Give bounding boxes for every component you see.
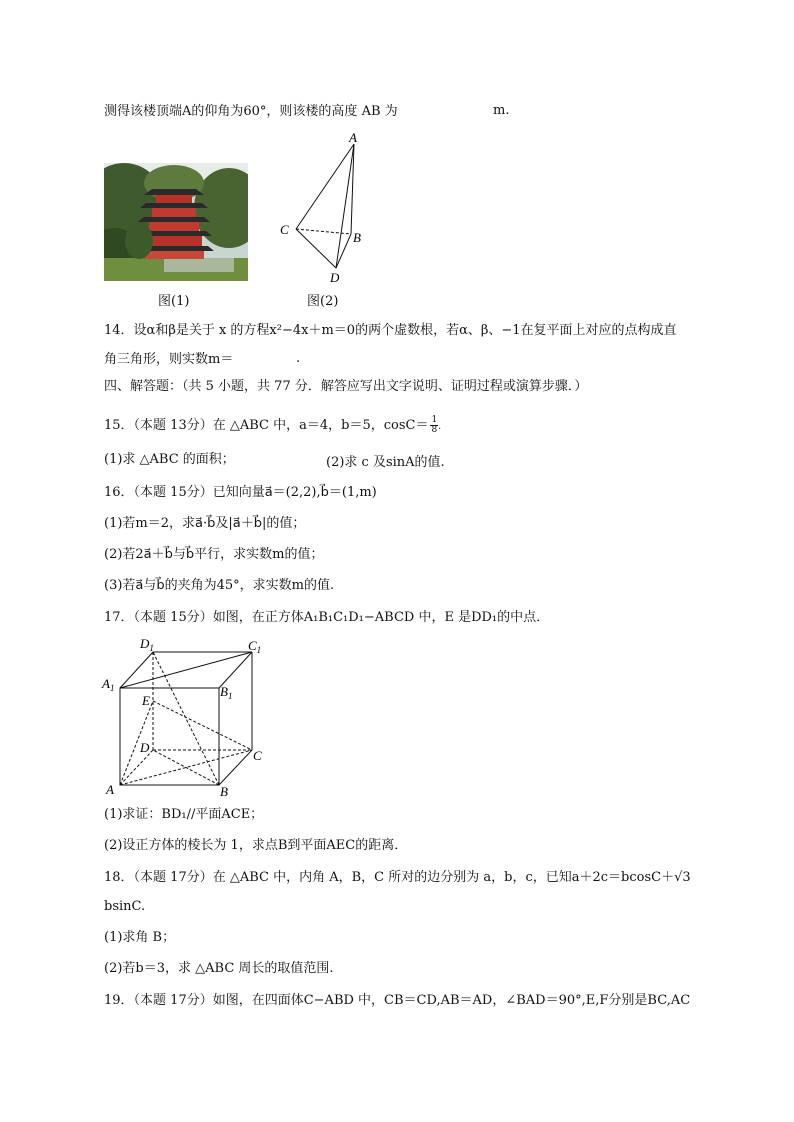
q16-sub1: (1)若m＝2，求a⃗·b⃗及|a⃗＋b⃗|的值； bbox=[104, 516, 306, 531]
edge-BC bbox=[219, 750, 252, 785]
fig2-caption: 图(2) bbox=[307, 294, 339, 309]
q18-sub2: (2)若b＝3，求 △ABC 周长的取值范围. bbox=[104, 961, 334, 976]
edge-CB-dashed bbox=[296, 229, 351, 234]
pagoda-illustration bbox=[104, 163, 248, 281]
label-C: C bbox=[253, 748, 262, 763]
q15-stem: 15．（本题 13分）在 △ABC 中，a＝4，b＝5，cosC＝ $\frac{1}{8}$ . bbox=[104, 415, 442, 435]
section-heading: 四、解答题：（共 5 小题，共 77 分．解答应写出文字说明、证明过程或演算步骤．） bbox=[104, 379, 588, 394]
edge-AD bbox=[120, 750, 153, 785]
q18-sub1: (1)求角 B； bbox=[104, 930, 176, 945]
q16-sub3: (3)若a⃗与b⃗的夹角为45°，求实数m的值. bbox=[104, 578, 335, 593]
q13-unit: m. bbox=[493, 103, 510, 118]
q16-stem: 16．（本题 15分）已知向量a⃗＝(2,2),b⃗＝(1,m) bbox=[104, 485, 377, 500]
edge-AD bbox=[336, 144, 354, 268]
cube-figure bbox=[100, 630, 280, 800]
q18-stem: 18．（本题 17分）在 △ABC 中，内角 A，B，C 所对的边分别为 a，b，c，已知a＋2c＝bcosC＋√3 bbox=[104, 870, 691, 885]
edge-AC bbox=[296, 144, 354, 229]
label-E: E bbox=[142, 693, 150, 708]
q14-line1: 14．设α和β是关于 x 的方程x²−4x＋m＝0的两个虚数根，若α、β、−1在复平面上对应的点构成直 bbox=[104, 323, 677, 338]
pagoda-photo bbox=[104, 163, 248, 281]
edge-BD bbox=[153, 750, 219, 785]
q17-sub2: (2)设正方体的棱长为 1，求点B到平面AEC的距离． bbox=[104, 838, 408, 853]
q15-frac-num: 1 bbox=[431, 415, 438, 425]
cube-front-face bbox=[120, 688, 219, 785]
label-D: D bbox=[140, 740, 150, 755]
q17-stem: 17．（本题 15分）如图，在正方体A₁B₁C₁D₁−ABCD 中，E 是DD₁的中点． bbox=[104, 610, 550, 625]
label-B: B bbox=[353, 230, 361, 245]
label-A: A bbox=[349, 130, 357, 145]
q15-frac-den: 8 bbox=[431, 425, 438, 435]
q15-stem-text: 15．（本题 13分）在 △ABC 中，a＝4，b＝5，cosC＝ bbox=[104, 418, 429, 433]
q18-stem2: bsinC. bbox=[104, 899, 146, 914]
q14-period: . bbox=[296, 351, 301, 366]
label-A1: $A_1$ bbox=[102, 676, 115, 693]
q14-line2: 角三角形，则实数m＝ bbox=[104, 352, 234, 367]
label-D1: $D_1$ bbox=[140, 636, 154, 653]
edge-EC bbox=[153, 701, 252, 750]
q16-sub2: (2)若2a⃗＋b⃗与b⃗平行，求实数m的值； bbox=[104, 547, 324, 562]
q17-sub1: (1)求证：BD₁//平面ACE； bbox=[104, 807, 264, 822]
label-C1: $C_1$ bbox=[248, 638, 262, 655]
q15-sub1: (1)求 △ABC 的面积； bbox=[104, 452, 235, 467]
label-B1: $B_1$ bbox=[220, 684, 233, 701]
edge-A1D1 bbox=[120, 652, 153, 688]
q19-stem: 19．（本题 17分）如图，在四面体C−ABD 中，CB＝CD,AB＝AD，∠BAD＝90°,E,F分别是BC,AC bbox=[104, 993, 691, 1008]
label-B: B bbox=[220, 784, 228, 799]
figure-2-pyramid bbox=[275, 128, 395, 288]
label-C: C bbox=[280, 222, 289, 237]
q15-sub2: (2)求 c 及sinA的值. bbox=[326, 455, 445, 470]
label-A: A bbox=[106, 782, 114, 797]
q13-tail-text: 测得该楼顶端A的仰角为60°，则该楼的高度 AB 为 bbox=[104, 104, 398, 119]
edge-B1C1 bbox=[219, 652, 252, 688]
q13-tail bbox=[104, 103, 398, 121]
edge-CD bbox=[296, 229, 336, 268]
fig1-caption: 图(1) bbox=[158, 294, 190, 309]
edge-BD1 bbox=[153, 652, 219, 785]
label-D: D bbox=[330, 270, 340, 285]
edge-A1C1 bbox=[120, 652, 252, 688]
